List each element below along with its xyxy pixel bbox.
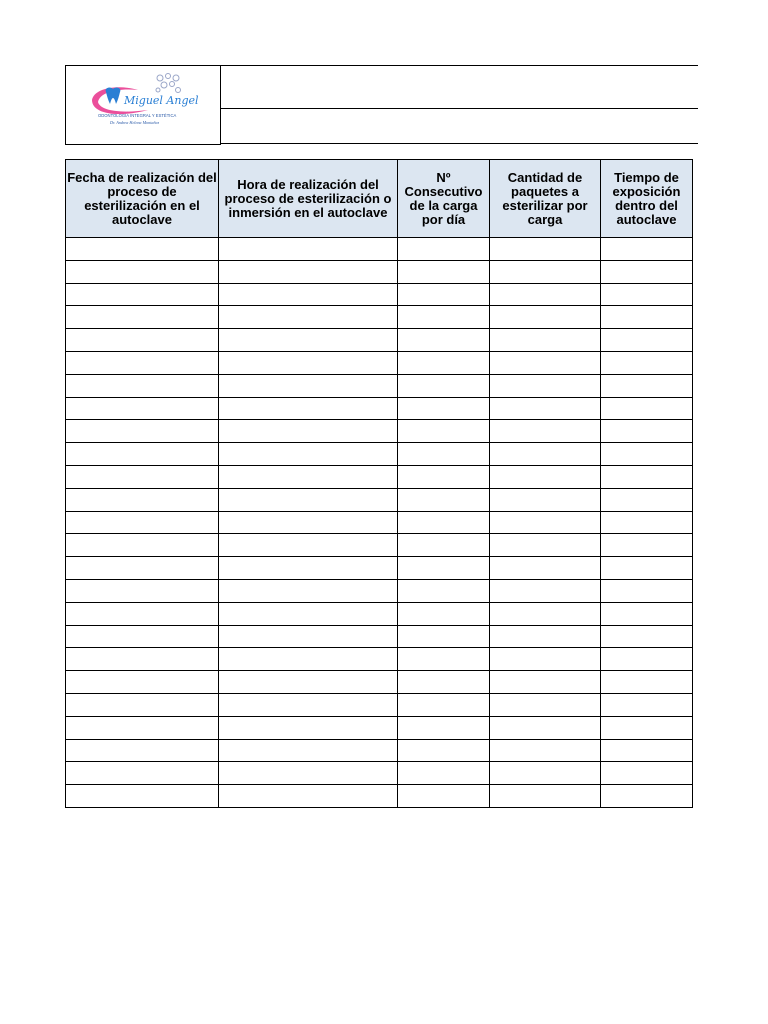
table-cell[interactable]	[219, 351, 398, 374]
table-row	[66, 693, 693, 716]
table-row	[66, 511, 693, 534]
table-cell[interactable]	[66, 465, 219, 488]
table-cell[interactable]	[66, 374, 219, 397]
table-cell[interactable]	[490, 374, 601, 397]
table-cell[interactable]	[601, 693, 693, 716]
table-cell[interactable]	[66, 557, 219, 580]
table-cell[interactable]	[601, 625, 693, 648]
table-cell[interactable]	[66, 351, 219, 374]
column-header-consecutivo: Nº Consecutivo de la carga por día	[398, 160, 490, 238]
clinic-logo	[88, 70, 200, 140]
logo-script-text: Miguel Angel	[124, 94, 199, 107]
table-cell[interactable]	[601, 283, 693, 306]
table-row	[66, 557, 693, 580]
table-cell[interactable]	[219, 420, 398, 443]
table-cell[interactable]	[398, 306, 490, 329]
table-cell[interactable]	[601, 671, 693, 694]
table-row	[66, 283, 693, 306]
table-cell[interactable]	[490, 511, 601, 534]
table-cell[interactable]	[601, 238, 693, 261]
table-cell[interactable]	[398, 488, 490, 511]
table-cell[interactable]	[398, 465, 490, 488]
table-row	[66, 602, 693, 625]
table-cell[interactable]	[66, 693, 219, 716]
table-row	[66, 260, 693, 283]
table-cell[interactable]	[490, 693, 601, 716]
table-cell[interactable]	[219, 557, 398, 580]
table-cell[interactable]	[490, 420, 601, 443]
header-border-bottom	[220, 143, 698, 144]
table-row	[66, 238, 693, 261]
table-cell[interactable]	[66, 671, 219, 694]
table-cell[interactable]	[398, 671, 490, 694]
table-row	[66, 716, 693, 739]
table-cell[interactable]	[490, 351, 601, 374]
table-row	[66, 534, 693, 557]
table-cell[interactable]	[490, 602, 601, 625]
table-cell[interactable]	[601, 465, 693, 488]
table-cell[interactable]	[490, 283, 601, 306]
table-cell[interactable]	[601, 579, 693, 602]
table-cell[interactable]	[398, 557, 490, 580]
table-cell[interactable]	[219, 488, 398, 511]
table-cell[interactable]	[219, 785, 398, 808]
table-cell[interactable]	[219, 511, 398, 534]
table-cell[interactable]	[601, 762, 693, 785]
table-row	[66, 648, 693, 671]
table-cell[interactable]	[601, 443, 693, 466]
table-cell[interactable]	[219, 762, 398, 785]
table-cell[interactable]	[601, 716, 693, 739]
table-cell[interactable]	[601, 397, 693, 420]
table-cell[interactable]	[398, 716, 490, 739]
table-cell[interactable]	[601, 488, 693, 511]
table-cell[interactable]	[490, 579, 601, 602]
table-cell[interactable]	[490, 260, 601, 283]
table-cell[interactable]	[490, 739, 601, 762]
table-cell[interactable]	[490, 443, 601, 466]
table-cell[interactable]	[66, 716, 219, 739]
table-cell[interactable]	[66, 306, 219, 329]
table-row	[66, 762, 693, 785]
table-body	[66, 238, 693, 808]
table-cell[interactable]	[601, 602, 693, 625]
column-header-hora: Hora de realización del proceso de esterilización o inmersión en el autoclave	[219, 160, 398, 238]
table-cell[interactable]	[66, 534, 219, 557]
table-cell[interactable]	[490, 465, 601, 488]
table-row	[66, 374, 693, 397]
table-cell[interactable]	[398, 739, 490, 762]
table-cell[interactable]	[490, 762, 601, 785]
table-cell[interactable]	[490, 625, 601, 648]
table-cell[interactable]	[219, 671, 398, 694]
table-cell[interactable]	[219, 534, 398, 557]
table-cell[interactable]	[601, 739, 693, 762]
table-cell[interactable]	[66, 488, 219, 511]
logo-line-2: Dr. Andrea Helena Montañez	[110, 120, 160, 125]
table-cell[interactable]	[398, 260, 490, 283]
table-cell[interactable]	[219, 397, 398, 420]
table-cell[interactable]	[219, 260, 398, 283]
table-cell[interactable]	[66, 739, 219, 762]
table-cell[interactable]	[219, 693, 398, 716]
table-row	[66, 785, 693, 808]
table-cell[interactable]	[66, 785, 219, 808]
table-cell[interactable]	[219, 238, 398, 261]
table-cell[interactable]	[219, 625, 398, 648]
table-cell[interactable]	[490, 306, 601, 329]
table-row	[66, 465, 693, 488]
table-cell[interactable]	[601, 648, 693, 671]
table-cell[interactable]	[490, 648, 601, 671]
table-cell[interactable]	[66, 648, 219, 671]
table-cell[interactable]	[66, 397, 219, 420]
column-header-tiempo: Tiempo de exposición dentro del autoclave	[601, 160, 693, 238]
table-cell[interactable]	[66, 283, 219, 306]
table-cell[interactable]	[490, 557, 601, 580]
table-cell[interactable]	[490, 397, 601, 420]
table-cell[interactable]	[601, 557, 693, 580]
table-row	[66, 351, 693, 374]
table-cell[interactable]	[398, 238, 490, 261]
table-cell[interactable]	[398, 625, 490, 648]
table-cell[interactable]	[601, 534, 693, 557]
header-divider	[220, 108, 698, 109]
table-cell[interactable]	[601, 374, 693, 397]
table-cell[interactable]	[398, 785, 490, 808]
table-cell[interactable]	[398, 579, 490, 602]
form-header	[65, 65, 698, 145]
table-cell[interactable]	[490, 488, 601, 511]
table-cell[interactable]	[66, 443, 219, 466]
table-cell[interactable]	[490, 716, 601, 739]
table-cell[interactable]	[219, 306, 398, 329]
column-header-cantidad: Cantidad de paquetes a esterilizar por carga	[490, 160, 601, 238]
table-cell[interactable]	[66, 762, 219, 785]
table-cell[interactable]	[490, 785, 601, 808]
table-cell[interactable]	[66, 602, 219, 625]
table-cell[interactable]	[219, 283, 398, 306]
table-cell[interactable]	[398, 648, 490, 671]
table-cell[interactable]	[66, 329, 219, 352]
table-cell[interactable]	[490, 238, 601, 261]
table-row	[66, 488, 693, 511]
table-cell[interactable]	[219, 648, 398, 671]
table-cell[interactable]	[601, 420, 693, 443]
table-cell[interactable]	[490, 329, 601, 352]
table-cell[interactable]	[398, 420, 490, 443]
table-cell[interactable]	[219, 374, 398, 397]
table-cell[interactable]	[398, 693, 490, 716]
table-cell[interactable]	[219, 329, 398, 352]
sterilization-log-table	[65, 159, 693, 808]
table-row	[66, 397, 693, 420]
table-cell[interactable]	[601, 329, 693, 352]
table-cell[interactable]	[219, 716, 398, 739]
table-row	[66, 420, 693, 443]
logo-line-1: ODONTOLOGÍA INTEGRAL Y ESTÉTICA	[98, 113, 177, 118]
table-cell[interactable]	[398, 351, 490, 374]
table-cell[interactable]	[66, 260, 219, 283]
header-border-top	[220, 65, 698, 66]
table-cell[interactable]	[219, 602, 398, 625]
table-cell[interactable]	[219, 443, 398, 466]
table-row	[66, 671, 693, 694]
table-cell[interactable]	[398, 602, 490, 625]
table-cell[interactable]	[398, 443, 490, 466]
table-cell[interactable]	[398, 511, 490, 534]
table-cell[interactable]	[66, 238, 219, 261]
table-cell[interactable]	[219, 465, 398, 488]
logo-cell	[65, 65, 221, 145]
table-cell[interactable]	[398, 762, 490, 785]
table-cell[interactable]	[490, 671, 601, 694]
table-cell[interactable]	[398, 329, 490, 352]
table-cell[interactable]	[601, 351, 693, 374]
column-header-fecha: Fecha de realización del proceso de esterilización en el autoclave	[66, 160, 219, 238]
table-cell[interactable]	[66, 625, 219, 648]
table-row	[66, 625, 693, 648]
table-cell[interactable]	[490, 534, 601, 557]
table-cell[interactable]	[398, 534, 490, 557]
table-row	[66, 579, 693, 602]
table-cell[interactable]	[398, 374, 490, 397]
table-row	[66, 443, 693, 466]
table-cell[interactable]	[601, 785, 693, 808]
table-cell[interactable]	[219, 739, 398, 762]
table-cell[interactable]	[601, 306, 693, 329]
table-cell[interactable]	[601, 260, 693, 283]
table-cell[interactable]	[398, 397, 490, 420]
table-cell[interactable]	[66, 511, 219, 534]
table-cell[interactable]	[398, 283, 490, 306]
table-row	[66, 739, 693, 762]
table-cell[interactable]	[66, 420, 219, 443]
table-header-row	[66, 160, 693, 238]
table-cell[interactable]	[66, 579, 219, 602]
table-cell[interactable]	[601, 511, 693, 534]
table-row	[66, 306, 693, 329]
table-row	[66, 329, 693, 352]
table-cell[interactable]	[219, 579, 398, 602]
